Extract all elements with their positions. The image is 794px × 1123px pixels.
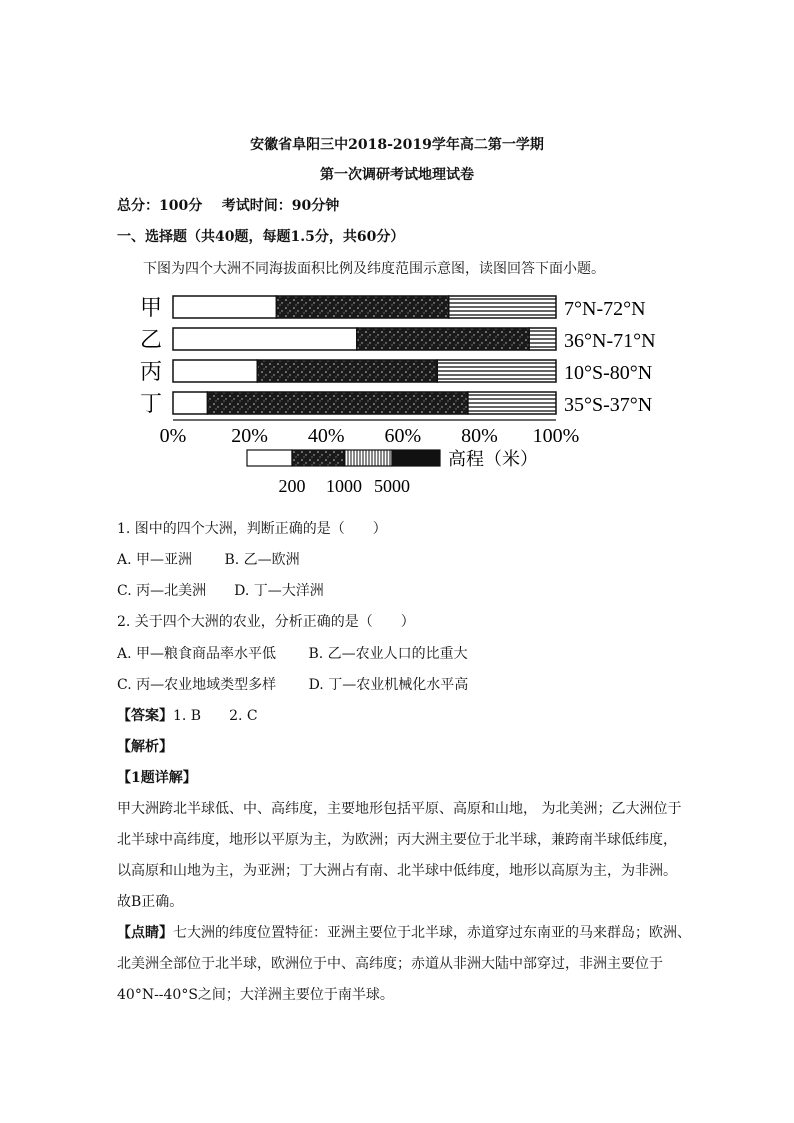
bar-segment-4-3 xyxy=(468,392,556,414)
x-tick-label: 100% xyxy=(532,425,580,447)
tip-line-3: 40°N--40°S之间；大洋洲主要位于南半球。 xyxy=(117,987,394,1003)
section-heading: 一、选择题（共40题，每题1.5分，共60分） xyxy=(117,229,405,245)
elevation-latitude-chart xyxy=(140,290,680,509)
tip-line-2: 北美洲全部位于北半球，欧洲位于中、高纬度；赤道从非洲大陆中部穿过，非洲主要位于 xyxy=(117,956,663,972)
detail-label: 【1题详解】 xyxy=(117,770,197,786)
bar-label-4: 丁 xyxy=(140,392,163,417)
bar-segment-2-2 xyxy=(357,328,529,350)
detail-line-4: 故B正确。 xyxy=(117,894,184,910)
detail-line-2: 北半球中高纬度，地形以平原为主，为欧洲；丙大洲主要位于北半球，兼跨南半球低纬度， xyxy=(117,832,677,848)
latitude-range-3: 10°S-80°N xyxy=(564,362,653,384)
bar-segment-3-1 xyxy=(173,360,257,382)
legend-swatch-1 xyxy=(247,450,292,466)
chart-svg xyxy=(140,290,680,505)
tip-line-1 xyxy=(117,924,691,942)
legend-title: 高程（米） xyxy=(448,449,538,469)
legend-value-1: 200 xyxy=(278,476,306,496)
x-tick-label: 40% xyxy=(307,425,345,447)
tip-text-1: 七大洲的纬度位置特征：亚洲主要位于北半球，赤道穿过东南亚的马来群岛；欧洲、 xyxy=(173,925,691,941)
question-2-option-ab: A. 甲—粮食商品率水平低 B. 乙—农业人口的比重大 xyxy=(117,646,468,662)
tip-label: 【点睛】 xyxy=(117,925,173,941)
x-tick-label: 20% xyxy=(231,425,268,447)
bar-segment-2-1 xyxy=(173,328,357,350)
exam-meta: 总分：100分 考试时间：90分钟 xyxy=(117,198,340,214)
answer-text: 1. B 2. C xyxy=(173,708,258,724)
latitude-range-2: 36°N-71°N xyxy=(564,330,656,352)
question-1-stem: 1. 图中的四个大洲，判断正确的是（ ） xyxy=(117,521,387,537)
title-line-1: 安徽省阜阳三中2018-2019学年高二第一学期 xyxy=(250,137,544,153)
legend-swatch-2 xyxy=(292,450,344,466)
figure-intro: 下图为四个大洲不同海拔面积比例及纬度范围示意图，读图回答下面小题。 xyxy=(143,261,605,277)
answer-label: 【答案】 xyxy=(117,708,173,724)
bar-segment-3-2 xyxy=(257,360,437,382)
latitude-range-4: 35°S-37°N xyxy=(564,394,653,416)
detail-line-3: 以高原和山地为主，为亚洲；丁大洲占有南、北半球中低纬度，地形以高原为主，为非洲。 xyxy=(117,863,677,879)
bar-label-2: 乙 xyxy=(140,328,163,353)
legend-swatch-3 xyxy=(344,450,392,466)
question-1-option-ab: A. 甲—亚洲 B. 乙—欧洲 xyxy=(117,552,300,568)
bar-segment-3-3 xyxy=(437,360,556,382)
legend-value-2: 1000 xyxy=(326,476,362,496)
bar-label-3: 丙 xyxy=(140,360,163,385)
bar-segment-4-2 xyxy=(207,392,467,414)
latitude-range-1: 7°N-72°N xyxy=(564,298,646,320)
bar-segment-4-1 xyxy=(173,392,207,414)
question-1-option-cd: C. 丙—北美洲 D. 丁—大洋洲 xyxy=(117,583,324,599)
question-2-option-cd: C. 丙—农业地域类型多样 D. 丁—农业机械化水平高 xyxy=(117,677,469,693)
bar-segment-1-1 xyxy=(173,296,276,318)
legend-swatch-4 xyxy=(392,450,440,466)
x-tick-label: 0% xyxy=(159,425,187,447)
title-line-2: 第一次调研考试地理试卷 xyxy=(320,167,474,183)
x-tick-label: 80% xyxy=(461,425,498,447)
answer-line xyxy=(117,707,258,725)
bar-segment-1-3 xyxy=(449,296,556,318)
bar-label-1: 甲 xyxy=(140,296,163,321)
bar-segment-2-3 xyxy=(529,328,556,350)
x-tick-label: 60% xyxy=(384,425,422,447)
analysis-label: 【解析】 xyxy=(117,739,173,755)
legend-value-3: 5000 xyxy=(374,476,410,496)
bar-segment-1-2 xyxy=(276,296,448,318)
detail-line-1: 甲大洲跨北半球低、中、高纬度，主要地形包括平原、高原和山地， 为北美洲；乙大洲位于 xyxy=(117,801,682,817)
question-2-stem: 2. 关于四个大洲的农业，分析正确的是（ ） xyxy=(117,614,415,630)
